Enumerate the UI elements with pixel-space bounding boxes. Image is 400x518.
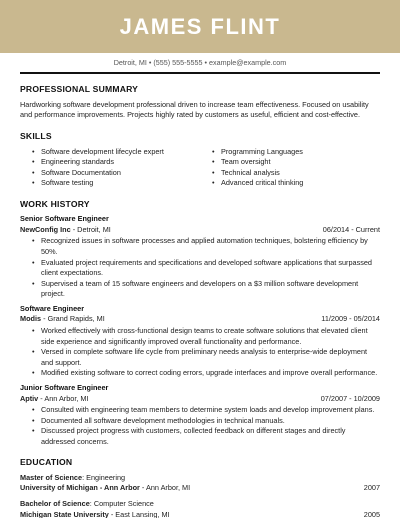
job-bullet: • Consulted with engineering team members to determine system loads and develop improvement plans. [32, 405, 380, 416]
school-info [20, 510, 170, 518]
skills-column-right [200, 147, 380, 189]
job-employer [20, 314, 105, 325]
company-name: Modis [20, 314, 42, 324]
school-name: Michigan State University [20, 509, 109, 518]
school-name: University of Michigan - Ann Arbor [20, 483, 140, 493]
job-bullet: • Recognized issues in software processes and applied automation techniques, bolstering efficiency by 50%. [32, 236, 380, 257]
job-title: Software Engineer [20, 303, 85, 313]
header-divider [20, 72, 380, 74]
company-location: - Grand Rapids, MI [41, 314, 105, 324]
skill-item: • Software Documentation [32, 168, 200, 179]
job-bullet: • Supervised a team of 15 software engineers and developers on a $3 million software development project. [32, 279, 380, 300]
company-name: NewConfig Inc [20, 224, 71, 234]
degree-field: : Engineering [82, 472, 126, 482]
company-location: - Detroit, MI [70, 224, 111, 234]
job-bullets [20, 236, 380, 299]
skills-heading: SKILLS [20, 131, 52, 142]
job-bullet: • Versed in complete software life cycle from preliminary needs analysis to enterprise-wide deployment and support. [32, 347, 380, 368]
degree-label: Master of Science [20, 472, 83, 482]
contact-line: Detroit, MI • (555) 555-5555 • example@example.com [113, 58, 287, 67]
job-title: Junior Software Engineer [20, 382, 109, 392]
job-bullet: • Evaluated project requirements and specifications and developed software applications that surpassed client expectations. [32, 258, 380, 279]
skill-item: • Software testing [32, 178, 200, 189]
skill-item: • Software development lifecycle expert [32, 147, 200, 158]
job-entry [20, 304, 380, 379]
education-entry [20, 473, 380, 494]
job-bullets [20, 326, 380, 379]
company-location: - Ann Arbor, MI [38, 393, 89, 403]
degree-label: Bachelor of Science [20, 499, 90, 509]
job-title: Senior Software Engineer [20, 214, 109, 224]
degree-field: : Computer Science [89, 499, 154, 509]
resume-body [0, 83, 400, 518]
school-location: - Ann Arbor, MI [139, 483, 191, 493]
company-name: Aptiv [20, 393, 39, 403]
job-entry [20, 214, 380, 300]
summary-text: Hardworking software development professional driven to increase team effectiveness. Focused on usability and performance improvements. Projects highly rated by customers as useful, efficient and cost-effective. [20, 99, 369, 120]
graduation-year: 2007 [363, 483, 380, 493]
skills-column-left [20, 147, 200, 189]
skill-item: • Programming Languages [212, 147, 380, 158]
header-band [0, 0, 400, 53]
skill-item: • Team oversight [212, 157, 380, 168]
work-history-heading: WORK HISTORY [20, 198, 90, 209]
job-bullet: • Modified existing software to correct coding errors, upgrade interfaces and improve overall performance. [32, 368, 380, 379]
summary-heading: PROFESSIONAL SUMMARY [20, 84, 139, 95]
education-entry [20, 499, 380, 518]
skills-list [20, 147, 380, 189]
school-line [20, 510, 380, 518]
job-bullets [20, 405, 380, 447]
job-company-line [20, 394, 380, 405]
job-dates: 07/2007 - 10/2009 [320, 393, 380, 403]
school-line [20, 483, 380, 494]
job-dates: 06/2014 - Current [322, 224, 380, 234]
degree-line [20, 473, 380, 484]
job-company-line [20, 314, 380, 325]
job-company-line [20, 225, 380, 236]
job-bullet: • Discussed project progress with customers, collected feedback on different stages and directly addressed concerns. [32, 426, 380, 447]
skill-item: • Engineering standards [32, 157, 200, 168]
education-heading: EDUCATION [20, 457, 73, 468]
job-employer [20, 394, 89, 405]
job-dates: 11/2009 - 05/2014 [321, 314, 380, 324]
job-employer [20, 225, 111, 236]
skill-item: • Technical analysis [212, 168, 380, 179]
school-location: - East Lansing, MI [108, 509, 170, 518]
skill-item: • Advanced critical thinking [212, 178, 380, 189]
graduation-year: 2005 [363, 509, 380, 518]
job-entry [20, 383, 380, 447]
job-bullet: • Worked effectively with cross-functional design teams to create software solutions that elevated client side experience and significantly improved overall functionality and performance. [32, 326, 380, 347]
job-bullet: • Documented all software development methodologies in technical manuals. [32, 416, 380, 427]
school-info [20, 483, 190, 494]
degree-line [20, 499, 380, 510]
candidate-name: JAMES FLINT [119, 13, 281, 39]
